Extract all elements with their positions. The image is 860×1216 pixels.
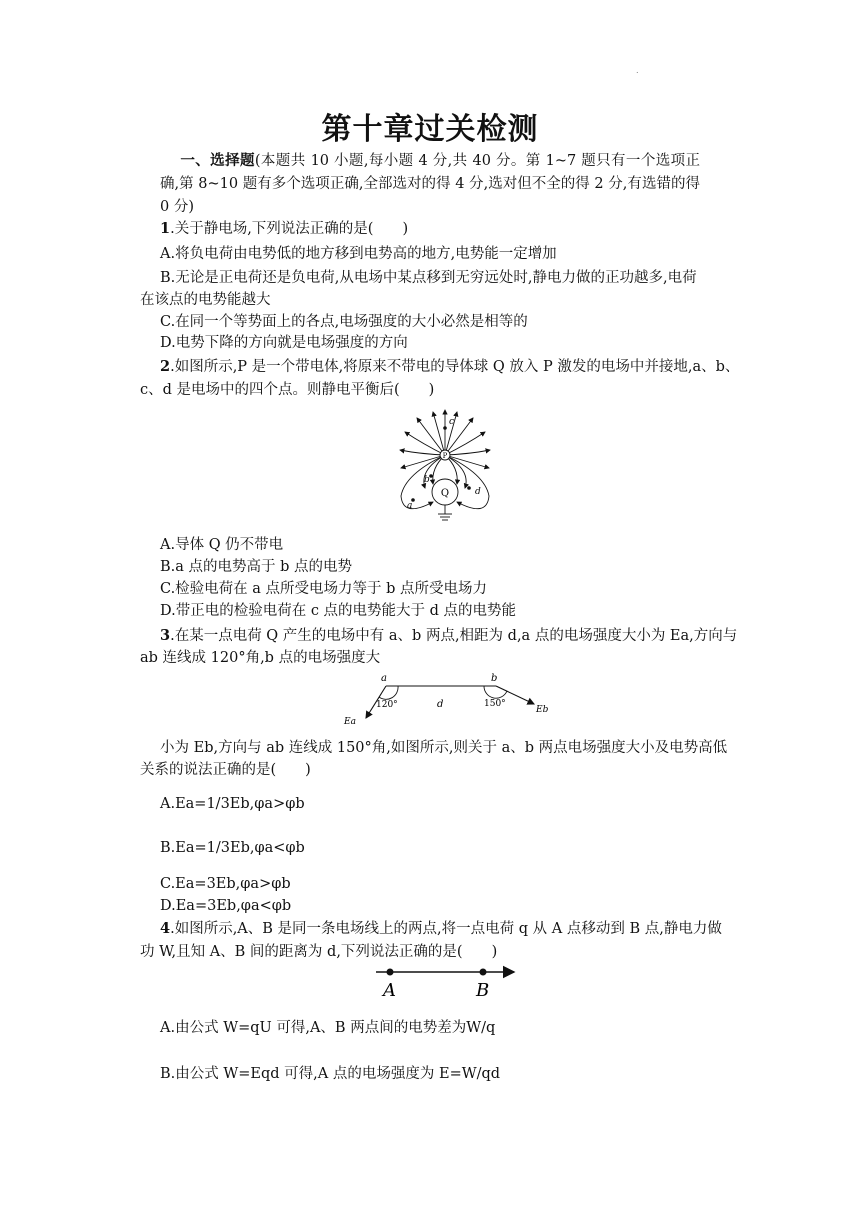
q3-label-angle-b: 150° bbox=[484, 699, 506, 709]
q3-label-a: a bbox=[381, 673, 387, 684]
q4-label-a: A bbox=[383, 980, 396, 1001]
q2-label-q: Q bbox=[440, 488, 450, 499]
q3-option-a: A.Ea=1/3Eb,φa>φb bbox=[160, 796, 305, 812]
q1-option-d: D.电势下降的方向就是电场强度的方向 bbox=[160, 335, 408, 351]
q3-option-c: C.Ea=3Eb,φa>φb bbox=[160, 876, 291, 892]
q2-field-line-figure bbox=[395, 404, 495, 528]
q3-label-angle-a: 120° bbox=[376, 700, 398, 710]
q2-option-b: B.a 点的电势高于 b 点的电势 bbox=[160, 559, 353, 575]
q2-option-a: A.导体 Q 仍不带电 bbox=[160, 537, 284, 553]
q1-option-b-cont: 在该点的电势能越大 bbox=[140, 292, 271, 308]
q2-stem: 2.如图所示,P 是一个带电体,将原来不带电的导体球 Q 放入 P 激发的电场中并接地,a、b、 bbox=[160, 358, 740, 375]
section-heading: 一、选择题 bbox=[180, 153, 255, 169]
q3-stem-cont-3: 关系的说法正确的是( ) bbox=[140, 762, 311, 778]
q3-label-ea: Ea bbox=[344, 717, 356, 727]
q2-label-p: P bbox=[442, 452, 448, 460]
q4-option-b: B.由公式 W=Eqd 可得,A 点的电场强度为 E=W/qd bbox=[160, 1066, 501, 1082]
q3-field-direction-figure bbox=[340, 670, 560, 732]
q4-stem: 4.如图所示,A、B 是同一条电场线上的两点,将一点电荷 q 从 A 点移动到 B 点,静电力做 bbox=[160, 920, 722, 937]
q3-stem: 3.在某一点电荷 Q 产生的电场中有 a、b 两点,相距为 d,a 点的电场强度大小为 Ea,方向与 bbox=[160, 627, 738, 644]
q2-stem-cont: c、d 是电场中的四个点。则静电平衡后( ) bbox=[140, 382, 435, 398]
q3-label-d: d bbox=[437, 699, 444, 710]
q3-stem-cont-2: 小为 Eb,方向与 ab 连线成 150°角,如图所示,则关于 a、b 两点电场强度大小及电势高低 bbox=[160, 740, 728, 756]
section-note: (本题共 10 小题,每小题 4 分,共 40 分。第 1~7 题只有一个选项正确,第 8~10 题有多个选项正确,全部选对的得 4 分,选对但不全的得 2 分,有选错的得 0 分) bbox=[160, 153, 700, 215]
q1-option-c: C.在同一个等势面上的各点,电场强度的大小必然是相等的 bbox=[160, 314, 528, 330]
q3-option-b: B.Ea=1/3Eb,φa<φb bbox=[160, 840, 305, 856]
q3-option-d: D.Ea=3Eb,φa<φb bbox=[160, 898, 292, 914]
q1-option-a: A.将负电荷由电势低的地方移到电势高的地方,电势能一定增加 bbox=[160, 246, 557, 262]
q3-stem-cont: ab 连线成 120°角,b 点的电场强度大 bbox=[140, 650, 381, 666]
q2-option-d: D.带正电的检验电荷在 c 点的电势能大于 d 点的电势能 bbox=[160, 603, 517, 619]
q3-label-b: b bbox=[491, 673, 498, 684]
q2-label-a: a bbox=[407, 501, 413, 511]
q2-label-c: c bbox=[449, 417, 455, 427]
q1-stem: 1.关于静电场,下列说法正确的是( ) bbox=[160, 220, 409, 237]
q3-label-eb: Eb bbox=[536, 705, 549, 715]
q2-label-b: b bbox=[424, 475, 430, 485]
q4-stem-cont: 功 W,且知 A、B 间的距离为 d,下列说法正确的是( ) bbox=[140, 944, 498, 960]
q2-option-c: C.检验电荷在 a 点所受电场力等于 b 点所受电场力 bbox=[160, 581, 488, 597]
q4-label-b: B bbox=[476, 980, 490, 1001]
q1-option-b: B.无论是正电荷还是负电荷,从电场中某点移到无穷远处时,静电力做的正功越多,电荷 bbox=[160, 270, 697, 286]
page-mark: . bbox=[636, 66, 639, 75]
q4-option-a: A.由公式 W=qU 可得,A、B 两点间的电势差为W/q bbox=[160, 1020, 496, 1036]
page-title: 第十章过关检测 bbox=[321, 112, 539, 147]
q2-label-d: d bbox=[475, 487, 481, 497]
section-intro bbox=[160, 150, 700, 219]
q4-field-line-figure bbox=[370, 960, 520, 1002]
